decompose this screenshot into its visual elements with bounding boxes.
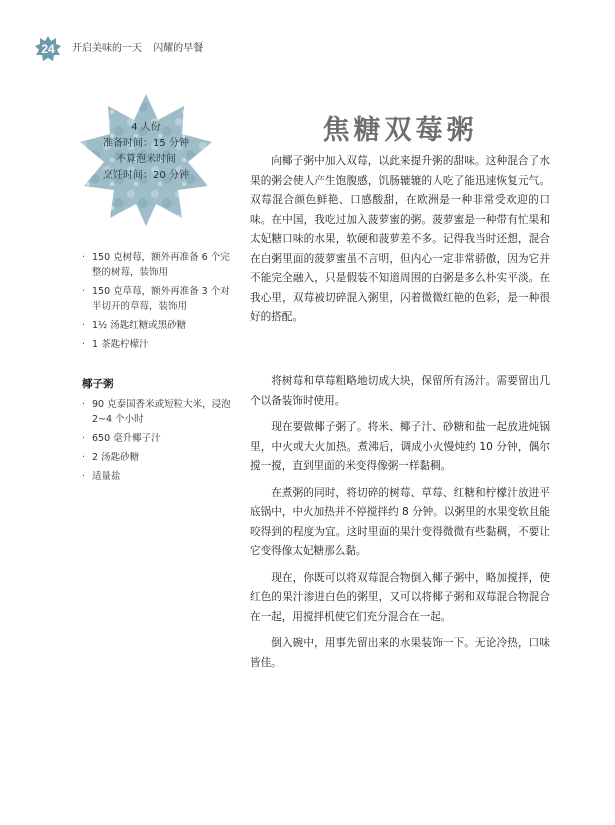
main-ingredients: [82, 250, 232, 352]
cook-time: 烹饪时间：20 分钟: [103, 170, 189, 181]
list-item: · 90 克泰国香米或短粒大米，浸泡 2~4 个小时: [82, 397, 232, 427]
step-paragraph: 现在要做椰子粥了。将米、椰子汁、砂糖和盐一起放进炖锅里，中火或大火加热。煮沸后，调成小火慢炖约 10 分钟，偶尔搅一搅，直到里面的米变得像粥一样黏稠。: [250, 421, 550, 472]
recipe-title: 焦糖双莓粥: [322, 115, 478, 147]
porridge-heading: 椰子粥: [82, 378, 114, 390]
chapter-title: 开启美味的一天: [72, 43, 142, 54]
section-title: 闪耀的早餐: [153, 43, 204, 54]
step-paragraph: 倒入碗中，用事先留出来的水果装饰一下。无论冷热，口味皆佳。: [250, 637, 550, 669]
list-item: · 适量盐: [82, 469, 232, 484]
list-item: · 150 克树莓，额外再准备 6 个完整的树莓，装饰用: [82, 250, 232, 280]
list-item: · 650 毫升椰子汁: [82, 431, 232, 446]
step-paragraph: 将树莓和草莓粗略地切成大块，保留所有汤汁。需要留出几个以备装饰时使用。: [250, 375, 550, 407]
porridge-ingredients: [82, 397, 232, 484]
page-number: 24: [41, 42, 55, 56]
step-paragraph: 现在，你既可以将双莓混合物倒入椰子粥中，略加搅拌，使红色的果汁渗进白色的粥里，又可以将椰子粥和双莓混合物混合在一起，用搅拌机使它们充分混合在一起。: [250, 571, 550, 623]
recipe-info-star: [78, 92, 214, 228]
recipe-intro: [250, 152, 550, 328]
servings: 4 人份: [131, 122, 161, 133]
list-item: · 150 克草莓，额外再准备 3 个对半切开的草莓，装饰用: [82, 284, 232, 314]
recipe-info: [78, 120, 214, 184]
page-number-badge: [35, 36, 61, 62]
running-header: [72, 39, 203, 54]
recipe-steps: [250, 372, 550, 680]
ingredients-list: [82, 250, 232, 488]
step-paragraph: 在煮粥的同时，将切碎的树莓、草莓、红糖和柠檬汁放进平底锅中，中火加热并不停搅拌约 8 分钟。以粥里的水果变软且能咬得到的程度为宜。这时里面的果汁变得微微有些黏稠，不要让它变得像太妃糖那么黏。: [250, 486, 550, 557]
list-item: · 1½ 汤匙红糖或黑砂糖: [82, 318, 232, 333]
list-item: · 2 汤匙砂糖: [82, 450, 232, 465]
prep-time: 准备时间：15 分钟: [103, 138, 189, 149]
soak-note: 不算泡米时间: [116, 154, 176, 165]
list-item: · 1 茶匙柠檬汁: [82, 337, 232, 352]
intro-paragraph: 向椰子粥中加入双莓，以此来提升粥的甜味。这种混合了水果的粥会使人产生饱腹感，饥肠辘辘的人吃了能迅速恢复元气。双莓混合颜色鲜艳、口感酸甜，在欧洲是一种非常受欢迎的口味。在中国，我吃过加入菠萝蜜的粥。菠萝蜜是一种带有忙果和太妃糖口味的水果，软硬和菠萝差不多。记得我当时还想，混合在白粥里面的菠萝蜜虽不言明，但内心一定非常骄傲，因为它并不能完全融入，只是假装不知道周围的白粥是多么朴实平淡。在我心里，双莓被切碎混入粥里，闪着微微红艳的色彩，是一种很好的搭配。: [250, 155, 550, 323]
